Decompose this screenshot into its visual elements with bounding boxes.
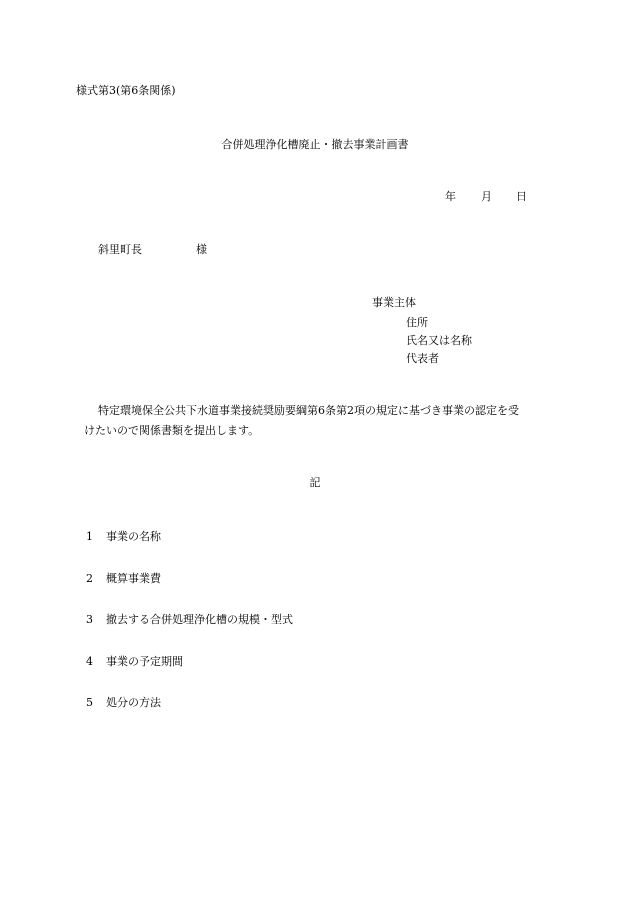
list-item bbox=[86, 572, 161, 586]
ki-heading: 記 bbox=[309, 476, 321, 489]
body-text-line-1: 特定環境保全公共下水道事業接続奨励要綱第6条第2項の規定に基づき事業の認定を受 bbox=[98, 404, 519, 417]
list-item bbox=[86, 696, 161, 710]
date-month: 月 bbox=[481, 190, 492, 203]
date-day: 日 bbox=[516, 190, 527, 203]
applicant-representative-label: 代表者 bbox=[406, 352, 439, 365]
addressee bbox=[98, 243, 207, 257]
applicant-heading: 事業主体 bbox=[372, 296, 416, 309]
list-item-number: 2 bbox=[86, 572, 93, 585]
list-item bbox=[86, 613, 293, 627]
list-item bbox=[86, 655, 183, 669]
document-title: 合併処理浄化槽廃止・撤去事業計画書 bbox=[221, 138, 409, 151]
addressee-honorific: 様 bbox=[196, 243, 207, 256]
form-number: 様式第3(第6条関係) bbox=[76, 84, 176, 97]
body-text-line-2: けたいので関係書類を提出します。 bbox=[84, 424, 260, 437]
list-item-label: 事業の予定期間 bbox=[106, 655, 183, 668]
applicant-name-label: 氏名又は名称 bbox=[406, 334, 472, 347]
list-item-label: 概算事業費 bbox=[106, 572, 161, 585]
date-year: 年 bbox=[445, 190, 456, 203]
list-item-number: 3 bbox=[86, 613, 93, 626]
applicant-address-label: 住所 bbox=[406, 316, 428, 329]
list-item-label: 事業の名称 bbox=[106, 530, 161, 543]
addressee-name: 斜里町長 bbox=[98, 243, 142, 256]
list-item bbox=[86, 530, 161, 544]
list-item-number: 1 bbox=[86, 530, 93, 543]
list-item-number: 5 bbox=[86, 696, 93, 709]
list-item-label: 処分の方法 bbox=[106, 696, 161, 709]
list-item-number: 4 bbox=[86, 655, 93, 668]
list-item-label: 撤去する合併処理浄化槽の規模・型式 bbox=[106, 613, 293, 626]
